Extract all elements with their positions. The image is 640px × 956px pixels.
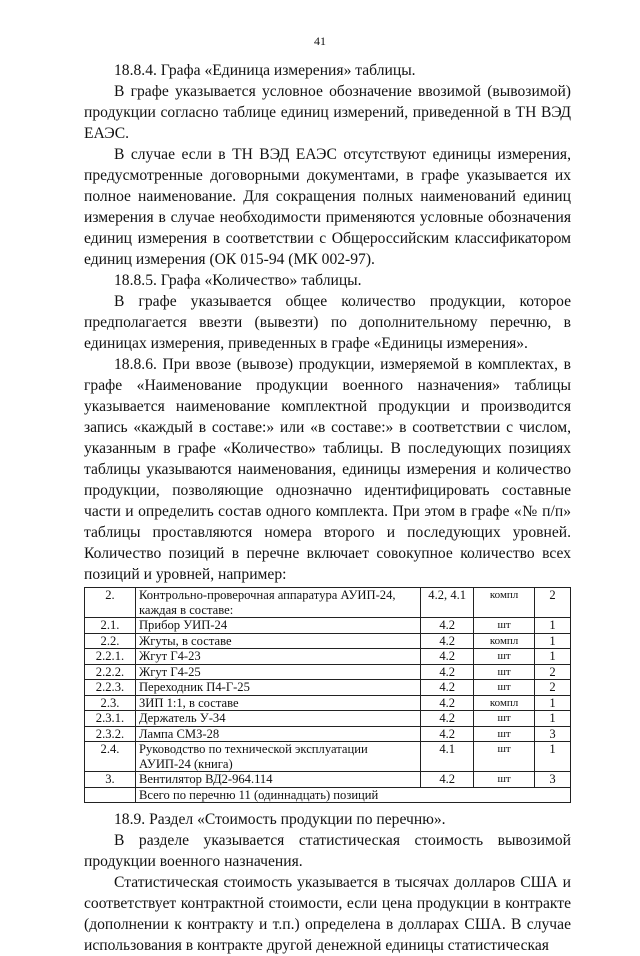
row-column-ref: 4.2 <box>421 680 474 696</box>
row-unit: шт <box>474 664 535 680</box>
row-number: 2. <box>85 588 136 618</box>
table-total-row <box>85 787 571 803</box>
table-row <box>85 633 571 649</box>
paragraph: В разделе указывается статистическая стоимость вывозимой продукции военного назначения. <box>84 832 571 870</box>
paragraph: В графе указывается общее количество продукции, которое предполагается ввезти (вывезти) по дополнительному перечню, в единицах измерения, приведенных в графе «Единицы измерения». <box>84 293 571 352</box>
row-number: 2.3.1. <box>85 711 136 727</box>
row-quantity: 1 <box>535 633 571 649</box>
page-number: 41 <box>314 34 326 48</box>
row-number: 2.2.1. <box>85 649 136 665</box>
paragraph: В графе указывается условное обозначение ввозимой (вывозимой) продукции согласно таблице единиц измерений, приведенной в ТН ВЭД ЕАЭС. <box>84 83 571 142</box>
row-quantity: 1 <box>535 618 571 634</box>
paragraph: 18.8.6. При ввозе (вывозе) продукции, измеряемой в комплектах, в графе «Наименование продукции военного назначения» таблицы указывается наименование комплектной продукции и производится запись «каждый в составе:» или «в составе:» в соответствии с числом, указанным в графе «Количество» таблицы. В последующих позициях таблицы указываются наименования, единицы измерения и количество продукции, позволяющие однозначно идентифицировать составные части и определить состав одного комплекта. При этом в графе «№ п/п» таблицы проставляются номера второго и последующих уровней. Количество позиций в перечне включает совокупное количество всех позиций и уровней, например: <box>84 356 571 583</box>
row-quantity: 1 <box>535 711 571 727</box>
row-name: Жгут Г4-23 <box>135 649 420 665</box>
table-row <box>85 618 571 634</box>
row-column-ref: 4.2 <box>421 618 474 634</box>
row-quantity: 1 <box>535 649 571 665</box>
row-name: Руководство по технической эксплуатации АУИП-24 (книга) <box>135 742 420 772</box>
paragraph: 18.9. Раздел «Стоимость продукции по перечню». <box>114 811 446 828</box>
row-name: Прибор УИП-24 <box>135 618 420 634</box>
table-row <box>85 664 571 680</box>
row-name: ЗИП 1:1, в составе <box>135 695 420 711</box>
row-name: Лампа СМЗ-28 <box>135 726 420 742</box>
row-column-ref: 4.2, 4.1 <box>421 588 474 618</box>
row-quantity: 2 <box>535 664 571 680</box>
row-number: 2.3. <box>85 695 136 711</box>
row-quantity: 3 <box>535 772 571 788</box>
row-number: 2.2. <box>85 633 136 649</box>
row-column-ref: 4.2 <box>421 633 474 649</box>
row-name: Жгуты, в составе <box>135 633 420 649</box>
row-quantity: 2 <box>535 680 571 696</box>
row-column-ref: 4.1 <box>421 742 474 772</box>
row-quantity: 1 <box>535 695 571 711</box>
row-unit: компл <box>474 633 535 649</box>
row-name: Переходник П4-Г-25 <box>135 680 420 696</box>
row-quantity: 2 <box>535 588 571 618</box>
row-name: Контрольно-проверочная аппаратура АУИП-24, каждая в составе: <box>135 588 420 618</box>
table-row <box>85 742 571 772</box>
row-unit: шт <box>474 618 535 634</box>
row-unit: компл <box>474 588 535 618</box>
row-column-ref: 4.2 <box>421 711 474 727</box>
table-row <box>85 680 571 696</box>
table-row <box>85 711 571 727</box>
table-row <box>85 695 571 711</box>
row-number: 2.2.3. <box>85 680 136 696</box>
row-unit: компл <box>474 695 535 711</box>
row-unit: шт <box>474 649 535 665</box>
paragraph: В случае если в ТН ВЭД ЕАЭС отсутствуют единицы измерения, предусмотренные договорными документами, в графе указывается их полное наименование. Для сокращения полных наименований единиц измерения в случае необходимости применяются условные обозначения единиц измерения в соответствии с Общероссийским классификатором единиц измерения (ОК 015-94 (МК 002-97). <box>84 146 571 268</box>
row-name: Держатель У-34 <box>135 711 420 727</box>
row-number: 2.4. <box>85 742 136 772</box>
row-column-ref: 4.2 <box>421 649 474 665</box>
row-number: 2.1. <box>85 618 136 634</box>
row-column-ref: 4.2 <box>421 772 474 788</box>
paragraph: 18.8.5. Графа «Количество» таблицы. <box>114 272 362 289</box>
table-row <box>85 772 571 788</box>
paragraph: 18.8.4. Графа «Единица измерения» таблицы. <box>114 62 416 79</box>
total-positions: Всего по перечню 11 (одиннадцать) позиций <box>135 787 570 803</box>
row-quantity: 1 <box>535 742 571 772</box>
table-row <box>85 588 571 618</box>
paragraph: Статистическая стоимость указывается в тысячах долларов США и соответствует контрактной стоимости, если цена продукции в контракте (дополнении к контракту и т.п.) определена в долларах США. В случае использования в контракте другой денежной единицы статистическая <box>84 874 571 954</box>
row-unit: шт <box>474 726 535 742</box>
row-name: Жгут Г4-25 <box>135 664 420 680</box>
row-quantity: 3 <box>535 726 571 742</box>
row-unit: шт <box>474 772 535 788</box>
total-empty-cell <box>85 787 136 803</box>
document-body <box>84 60 571 956</box>
row-unit: шт <box>474 680 535 696</box>
row-column-ref: 4.2 <box>421 695 474 711</box>
row-number: 2.2.2. <box>85 664 136 680</box>
row-unit: шт <box>474 711 535 727</box>
row-column-ref: 4.2 <box>421 726 474 742</box>
row-column-ref: 4.2 <box>421 664 474 680</box>
row-number: 2.3.2. <box>85 726 136 742</box>
table-row <box>85 649 571 665</box>
items-table <box>84 587 571 803</box>
row-name: Вентилятор ВД2-964.114 <box>135 772 420 788</box>
row-number: 3. <box>85 772 136 788</box>
row-unit: шт <box>474 742 535 772</box>
table-row <box>85 726 571 742</box>
